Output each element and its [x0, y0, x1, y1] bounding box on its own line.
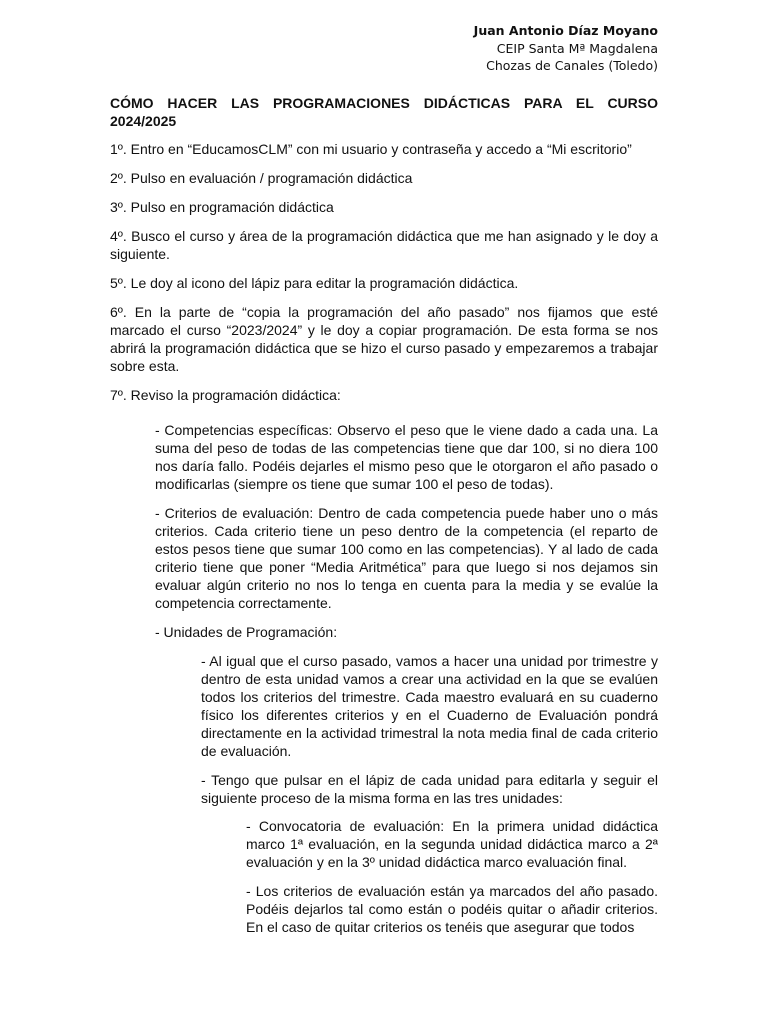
unidades-item-2: - Tengo que pulsar en el lápiz de cada unidad para editarla y seguir el siguiente proceso de la misma forma en las tres unidades: — [201, 772, 658, 806]
unidades-heading: - Unidades de Programación: — [155, 624, 338, 640]
proceso-item-2: - Los criterios de evaluación están ya marcados del año pasado. Podéis dejarlos tal como están o podéis quitar o añadir criterios. En el caso de quitar criterios os tenéis que asegurar que todos — [246, 883, 658, 935]
step-2: 2º. Pulso en evaluación / programación didáctica — [110, 170, 413, 186]
criterios-paragraph: - Criterios de evaluación: Dentro de cada competencia puede haber uno o más criterios. Cada criterio tiene un peso dentro de la competencia (el reparto de estos pesos tiene que sumar 100 como en las competencias). Y al lado de cada criterio tiene que poner “Media Aritmética” para que luego si nos dejamos sin evaluar algún criterio no nos lo tenga en cuenta para la media y se evalúe la competencia correctamente. — [155, 505, 658, 611]
author-name: Juan Antonio Díaz Moyano — [473, 23, 658, 38]
proceso-section — [246, 817, 658, 947]
step-5: 5º. Le doy al icono del lápiz para editar la programación didáctica. — [110, 275, 519, 291]
unidades-item-1: - Al igual que el curso pasado, vamos a hacer una unidad por trimestre y dentro de esta unidad vamos a crear una actividad en la que se evalúen todos los criterios del trimestre. Cada maestro evaluará en su cuaderno físico los diferentes criterios y en el Cuaderno de Evaluación pondrá directamente en la actividad trimestral la nota media final de cada criterio de evaluación. — [201, 653, 658, 759]
school-name: CEIP Santa Mª Magdalena — [496, 40, 658, 56]
school-location: Chozas de Canales (Toledo) — [486, 58, 658, 73]
review-section — [155, 421, 658, 652]
document-title: CÓMO HACER LAS PROGRAMACIONES DIDÁCTICAS PARA EL CURSO 2024/2025 — [110, 95, 658, 129]
step-1: 1º. Entro en “EducamosCLM” con mi usuario y contraseña y accedo a “Mi escritorio” — [110, 141, 632, 157]
competencias-paragraph: - Competencias específicas: Observo el peso que le viene dado a cada una. La suma del peso de todas de las competencias tiene que dar 100, si no diera 100 nos daría fallo. Podéis dejarles el mismo peso que le otorgaron el año pasado o modificarlas (siempre os tiene que sumar 100 el peso de todas). — [155, 422, 658, 492]
document-header — [474, 22, 658, 75]
step-6: 6º. En la parte de “copia la programación del año pasado” nos fijamos que esté marcado el curso “2023/2024” y le doy a copiar programación. De esta forma se nos abrirá la programación didáctica que se hizo el curso pasado y empezaremos a trabajar sobre esta. — [110, 304, 658, 374]
step-7: 7º. Reviso la programación didáctica: — [110, 387, 341, 403]
proceso-item-1: - Convocatoria de evaluación: En la primera unidad didáctica marco 1ª evaluación, en la segunda unidad didáctica marco a 2ª evaluación y en la 3º unidad didáctica marco evaluación final. — [246, 818, 658, 870]
document-body — [110, 94, 658, 415]
step-4: 4º. Busco el curso y área de la programación didáctica que me han asignado y le doy a siguiente. — [110, 228, 658, 262]
step-3: 3º. Pulso en programación didáctica — [110, 199, 334, 215]
unidades-section — [201, 652, 658, 818]
